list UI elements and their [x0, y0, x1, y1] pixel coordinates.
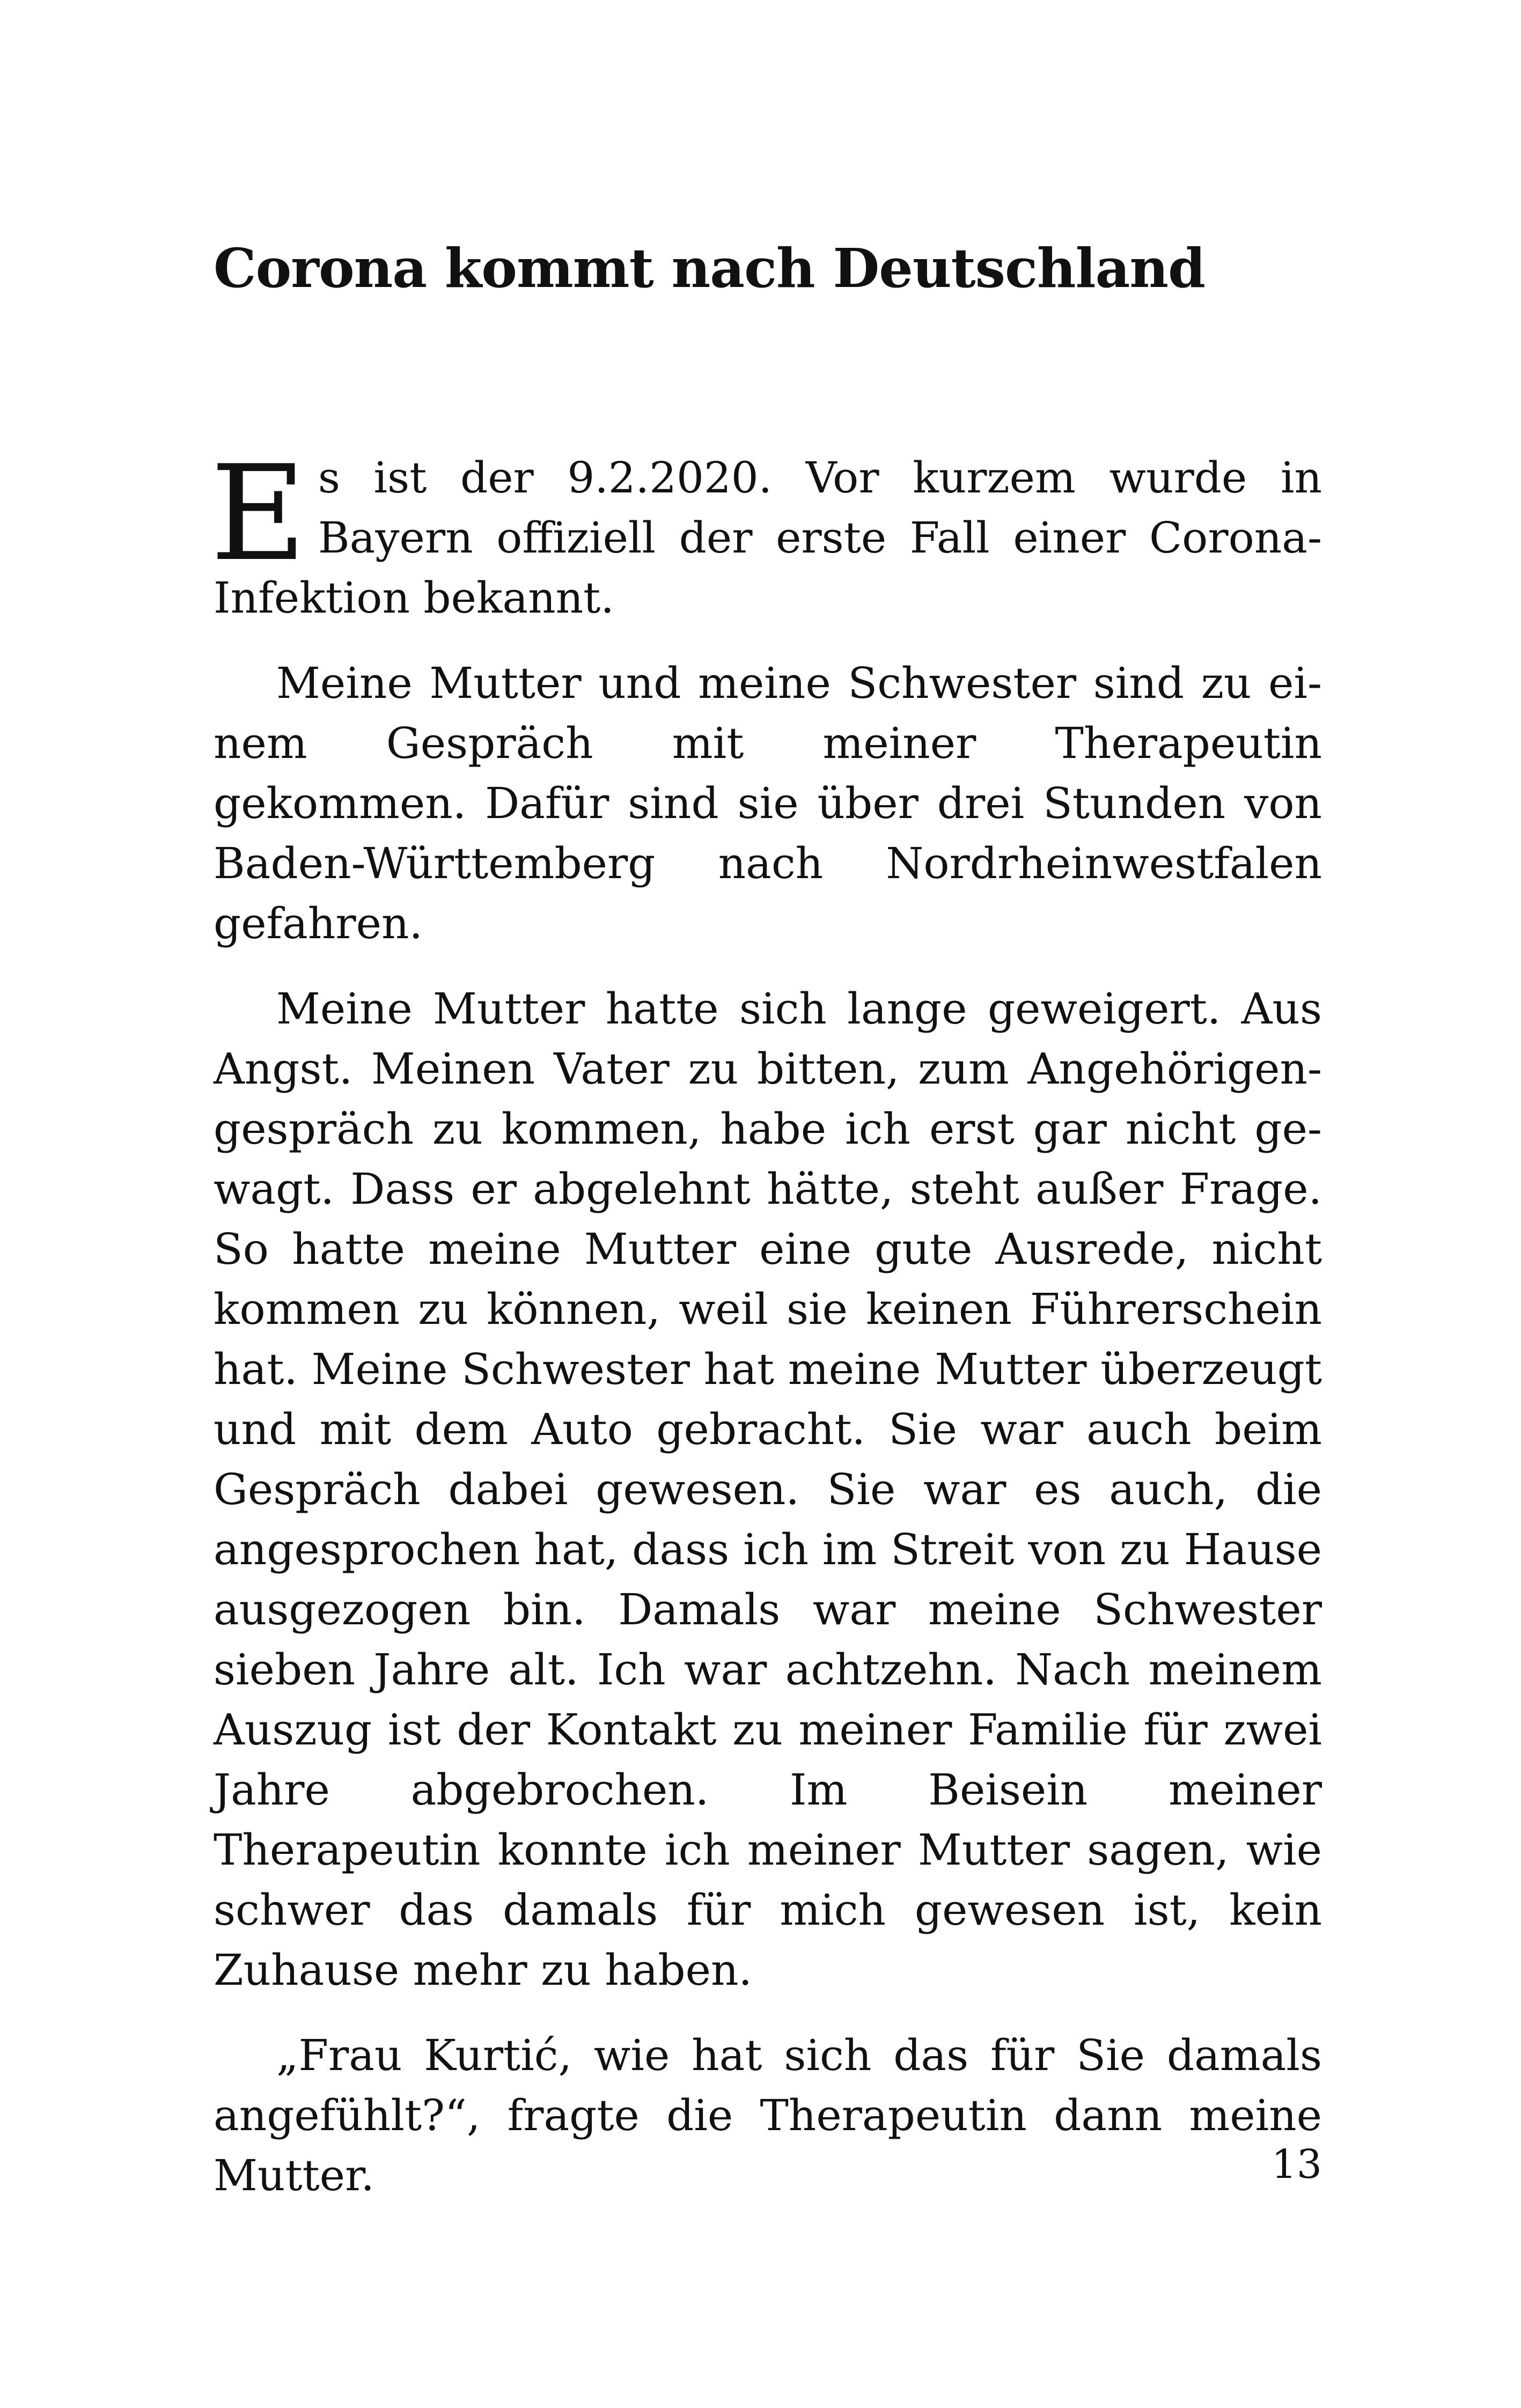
book-page: [210, 231, 1322, 2206]
chapter-title: Corona kommt nach Deutschland: [214, 237, 1206, 300]
paragraph-1: [210, 437, 1322, 628]
body-text: [210, 437, 1322, 2206]
paragraph-2: Meine Mutter und meine Schwester sind zu einem Gespräch mit meiner Therapeutin gekommen. Dafür sind sie über drei Stunden von Baden-Württemberg nach Nordrheinwestfalen gefahren.: [214, 658, 1322, 948]
drop-cap: E: [210, 437, 306, 590]
paragraph-1-text: s ist der 9.2.2020. Vor kurzem wurde in Bayern offiziell der erste Fall einer Corona-Infektion bekannt.: [214, 453, 1322, 623]
page-number: 13: [1271, 2141, 1322, 2188]
paragraph-4: „Frau Kurtić, wie hat sich das für Sie damals angefühlt?“, fragte die Therapeutin dann meine Mutter.: [214, 2030, 1322, 2200]
paragraph-3: Meine Mutter hatte sich lange geweigert. Aus Angst. Meinen Vater zu bitten, zum Angehörigengespräch zu kommen, habe ich erst gar nicht gewagt. Dass er abgelehnt hätte, steht außer Frage. So hatte meine Mutter eine gute Ausrede, nicht kommen zu können, weil sie keinen Führerschein hat. Meine Schwester hat meine Mutter überzeugt und mit dem Auto gebracht. Sie war auch beim Gespräch dabei gewesen. Sie war es auch, die angesprochen hat, dass ich im Streit von zu Hause ausgezogen bin. Damals war meine Schwester sieben Jahre alt. Ich war achtzehn. Nach meinem Auszug ist der Kontakt zu meiner Familie für zwei Jahre abgebrochen. Im Beisein meiner Therapeutin konnte ich meiner Mutter sagen, wie schwer das damals für mich gewesen ist, kein Zuhause mehr zu haben.: [214, 984, 1322, 1995]
